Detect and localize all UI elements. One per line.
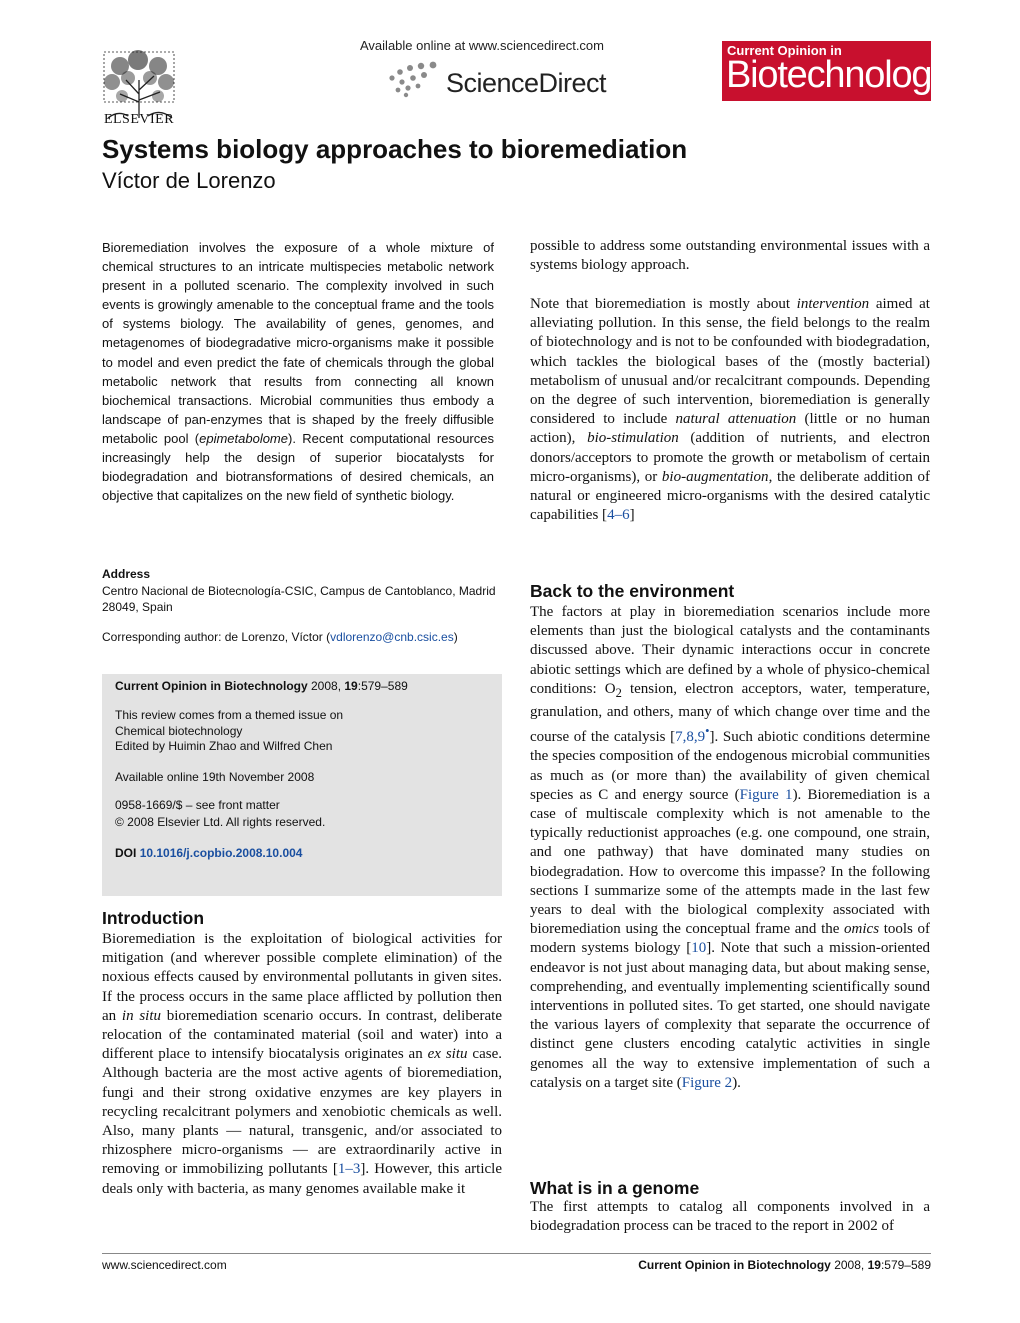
env-o2-subscript: 2 — [615, 685, 622, 700]
reference-link[interactable]: 4–6 — [607, 507, 630, 524]
journal-brand-line1: Current Opinion in — [727, 43, 842, 58]
figure-2-link[interactable]: Figure 2 — [681, 1074, 733, 1091]
corresponding-suffix: ) — [453, 630, 458, 644]
available-online-text[interactable]: Available online at www.sciencedirect.com — [360, 38, 604, 53]
infobox-volume: 19 — [344, 679, 358, 693]
footer-journal: Current Opinion in Biotechnology — [638, 1258, 831, 1272]
p2-bio-stimulation: bio-stimulation — [587, 430, 679, 447]
infobox-theme-line2: Chemical biotechnology — [115, 723, 243, 738]
p2-text-1: Note that bioremediation is mostly about — [530, 296, 797, 312]
infobox-year: 2008, — [311, 679, 342, 693]
address-label: Address — [102, 567, 151, 581]
p2-text-2: aimed at alleviating pollution. In this sense, the field belongs to the realm of biotechnology and is not to be confounded with biodegradation, which tackles the biological bases of the (mostly bacterial) metabolism of unusual and/or recalcitrant compounds. Depending on the degree of such intervention, bioremediation is generally considered to include — [530, 296, 930, 428]
genome-heading: What is in a genome — [530, 1178, 700, 1198]
article-author: Víctor de Lorenzo — [102, 168, 276, 193]
abstract — [102, 238, 494, 505]
sciencedirect-dots-icon — [386, 60, 446, 98]
abstract-term: epimetabolome — [199, 430, 288, 446]
introduction-paragraph — [102, 930, 502, 1199]
publisher-name: ELSEVIER — [103, 112, 175, 127]
intro-text-3: case. Although bacteria are the most active agents of bioremediation, fungi and their strong oxidative enzymes are key players in recycling recalcitrant polymers and xenobiotic chemicals as well. Also, many plants — natural, transgenic, and/or associated to rhizosphere micro-organisms — are extraordinarily active in removing or immobilizing pollutants [ — [102, 1046, 502, 1178]
corresponding-email-link[interactable]: vdlorenzo@cnb.csic.es — [330, 630, 454, 644]
journal-brand-box — [722, 41, 950, 101]
article-title: Systems biology approaches to bioremediation — [102, 134, 688, 164]
intro-ex-situ: ex situ — [427, 1046, 468, 1063]
intro-text-1: Bioremediation is the exploitation of biological activities for mitigation (and wherever possible complete elimination) of the noxious effects caused by environmental pollutants in given sites. If the process occurs in the same place afflicted by pollution then an — [102, 931, 502, 1024]
p2-text-3: (little or no human action), — [530, 411, 931, 447]
infobox-doi — [115, 846, 302, 862]
env-text-3: ]. Such abiotic conditions determine the species composition of the endogenous microbial communities as much as (or more than) the availability of given chemical species as C and energy source ( — [530, 729, 930, 803]
address-text: Centro Nacional de Biotecnología-CSIC, Campus de Cantoblanco, Madrid 28049, Spain — [102, 584, 496, 614]
env-text-4: ). Bioremediation is a case of multiscale complexity which is not amenable to the typically reductionist approaches (e.g. one compound, one strain, and one pathway) that have dominated many studies on biodegradation. How to overcome this impasse? In the following sections I summarize some of the attempts made in the last few years to deal with the biological complexity associated with bioremediation using the conceptual frame and the — [530, 786, 931, 938]
p2-text-5: , the deliberate addition of natural or engineered micro-organisms with the desired catalytic capabilities [ — [530, 468, 930, 524]
intro-text-2: bioremediation scenario occurs. In contrast, deliberate relocation of the contaminated material (soil and water) into a different place to intensify biocatalysis originates an — [102, 1007, 502, 1063]
infobox-theme-line3: Edited by Huimin Zhao and Wilfred Chen — [115, 739, 333, 753]
back-to-environment-paragraph — [530, 603, 930, 1093]
p2-intervention: intervention — [796, 296, 870, 312]
abstract-text-2: ). Recent computational resources increasingly help the design of superior biocatalysts for biodegradation and biotransformations of desired chemicals, an objective that capitalizes on the new field of synthetic biology. — [102, 430, 494, 504]
env-text-1: The factors at play in bioremediation scenarios include more elements than just the biological catalysts and the contaminants discussed above. Their dynamic interactions occur in concrete abiotic settings which are defined by a whole of physico-chemical conditions: O — [530, 604, 930, 697]
env-omics: omics — [844, 921, 880, 938]
abstract-text-1: Bioremediation involves the exposure of a whole mixture of chemical structures to an intricate multispecies metabolic network present in a polluted scenario. The complexity involved in such events is growingly amenable to the conceptual frame and the tools of systems biology. The availability of genes, genomes, and metagenomes of biodegradative micro-organisms make it possible to model and even predict the fate of chemicals through the global metabolic network that results from connecting all known biochemical transactions. Microbial communities thus embody a landscape of pan-enzymes that is shaped by the freely diffusible metabolic pool ( — [102, 240, 494, 446]
figure-1-link[interactable]: Figure 1 — [739, 786, 793, 803]
footer-pages: :579–589 — [880, 1258, 931, 1272]
env-text-7: ). — [732, 1074, 741, 1091]
reference-mark: • — [705, 724, 710, 739]
journal-brand-line2: Biotechnology — [726, 54, 950, 96]
env-text-6: ]. Note that such a mission-oriented endeavor is not just about managing data, but about making sense, comprehending, and eventually implementing scientifically sound interventions in polluted sites. To get started, one should navigate the various layers of complexity that separate the occurrence of distinct gene clusters encoding catalytic activities in single genomes all the way to extensive implementation of such a catalysis on a target site ( — [530, 940, 931, 1091]
reference-link[interactable]: 7,8,9 — [675, 729, 706, 746]
footer-volume: 19 — [867, 1258, 881, 1272]
env-text-2: tension, electron acceptors, water, temperature, granulation, and others, many of which change over time and the course of the catalysis [ — [530, 680, 930, 746]
infobox-available: Available online 19th November 2008 — [115, 770, 315, 784]
p2-bio-augmentation: bio-augmentation — [661, 468, 769, 485]
footer-year: 2008, — [834, 1258, 865, 1272]
continued-paragraph: possible to address some outstanding environmental issues with a systems biology approach. — [530, 238, 930, 274]
footer-divider — [102, 1253, 931, 1254]
p2-text-6: ] — [629, 507, 635, 524]
genome-paragraph: The first attempts to catalog all components involved in a biodegradation process can be traced to the report in 2002 of — [530, 1199, 930, 1235]
intervention-paragraph — [530, 295, 930, 525]
p2-text-4: (addition of nutrients, and electron donors/acceptors to promote the growth or metabolism of certain micro-organisms), or — [530, 430, 930, 485]
infobox-theme-line1: This review comes from a themed issue on — [115, 708, 344, 722]
intro-in-situ: in situ — [121, 1007, 161, 1024]
infobox-issn: 0958-1669/$ – see front matter — [115, 798, 280, 812]
reference-link[interactable]: 10 — [691, 940, 707, 957]
infobox-pages: :579–589 — [357, 679, 408, 693]
corresponding-prefix: Corresponding author: de Lorenzo, Víctor ( — [102, 630, 331, 644]
reference-link[interactable]: 1–3 — [337, 1161, 361, 1178]
sciencedirect-logo-text[interactable]: ScienceDirect — [446, 68, 607, 98]
footer-website-link[interactable]: www.sciencedirect.com — [102, 1258, 227, 1272]
env-text-5: tools of modern systems biology [ — [530, 921, 930, 957]
corresponding-author — [102, 630, 502, 644]
footer-citation — [600, 1258, 931, 1272]
article-info-box — [102, 674, 502, 896]
introduction-heading: Introduction — [102, 908, 205, 928]
doi-link[interactable]: 10.1016/j.copbio.2008.10.004 — [139, 846, 303, 860]
infobox-doi-label: DOI — [115, 846, 137, 860]
infobox-journal-name: Current Opinion in Biotechnology — [115, 679, 308, 693]
p2-natural-attenuation: natural attenuation — [675, 411, 797, 428]
infobox-citation — [115, 679, 408, 695]
intro-text-4: ]. However, this article deals only with bacteria, as many genomes available make it — [102, 1161, 502, 1197]
infobox-copyright: © 2008 Elsevier Ltd. All rights reserved. — [115, 815, 326, 829]
infobox-theme — [115, 708, 343, 755]
back-to-environment-heading: Back to the environment — [530, 581, 735, 601]
